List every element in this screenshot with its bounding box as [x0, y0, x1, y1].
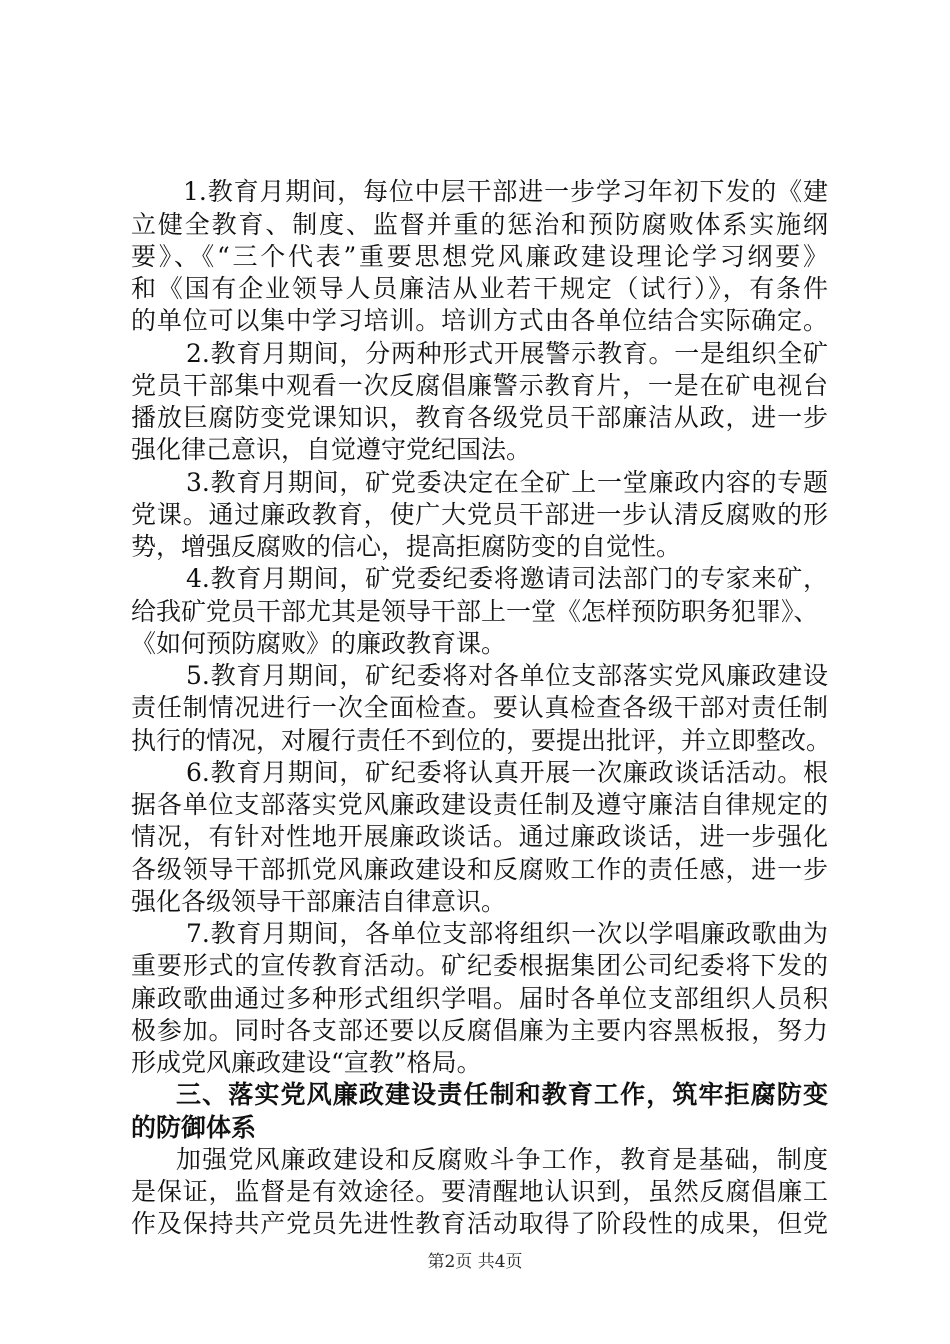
paragraph-7-line-2: 重要形式的宣传教育活动。矿纪委根据集团公司纪委将下发的: [131, 951, 828, 980]
section-heading-line-1: 三、落实党风廉政建设责任制和教育工作，筑牢拒腐防变: [176, 1080, 828, 1109]
paragraph-7-line-1: 7.教育月期间，各单位支部将组织一次以学唱廉政歌曲为: [186, 919, 828, 948]
paragraph-4-line-3: 《如何预防腐败》的廉政教育课。: [131, 629, 507, 658]
section-heading-line-2: 的防御体系: [131, 1113, 257, 1142]
paragraph-7-line-4: 极参加。同时各支部还要以反腐倡廉为主要内容黑板报，努力: [131, 1016, 828, 1045]
paragraph-1-line-4: 和《国有企业领导人员廉洁从业若干规定（试行）》，有条件: [131, 274, 828, 303]
paragraph-2-line-1: 2.教育月期间，分两种形式开展警示教育。一是组织全矿: [186, 339, 828, 368]
paragraph-6-line-5: 强化各级领导干部廉洁自律意识。: [131, 887, 507, 916]
paragraph-1-line-2: 立健全教育、制度、监督并重的惩治和预防腐败体系实施纲: [131, 210, 828, 239]
paragraph-1-line-5: 的单位可以集中学习培训。培训方式由各单位结合实际确定。: [131, 306, 828, 335]
paragraph-6-line-1: 6.教育月期间，矿纪委将认真开展一次廉政谈话活动。根: [186, 758, 828, 787]
paragraph-2-line-3: 播放巨腐防变党课知识，教育各级党员干部廉洁从政，进一步: [131, 403, 828, 432]
paragraph-1-line-1: 1.教育月期间，每位中层干部进一步学习年初下发的《建: [183, 177, 828, 206]
paragraph-5-line-1: 5.教育月期间，矿纪委将对各单位支部落实党风廉政建设: [186, 661, 828, 690]
paragraph-6-line-3: 情况，有针对性地开展廉政谈话。通过廉政谈话，进一步强化: [131, 822, 828, 851]
paragraph-3-line-3: 势，增强反腐败的信心，提高拒腐防变的自觉性。: [131, 532, 682, 561]
paragraph-7-line-3: 廉政歌曲通过多种形式组织学唱。届时各单位支部组织人员积: [131, 984, 828, 1013]
paragraph-8-line-3: 作及保持共产党员先进性教育活动取得了阶段性的成果，但党: [131, 1209, 828, 1238]
paragraph-3-line-1: 3.教育月期间，矿党委决定在全矿上一堂廉政内容的专题: [186, 468, 828, 497]
paragraph-6-line-4: 各级领导干部抓党风廉政建设和反腐败工作的责任感，进一步: [131, 855, 828, 884]
page-number-footer: 第2页 共4页: [427, 1252, 523, 1272]
paragraph-4-line-2: 给我矿党员干部尤其是领导干部上一堂《怎样预防职务犯罪》、: [131, 597, 819, 626]
paragraph-8-line-2: 是保证，监督是有效途径。要清醒地认识到，虽然反腐倡廉工: [131, 1177, 828, 1206]
paragraph-1-line-3: 要》、《“三个代表”重要思想党风廉政建设理论学习纲要》: [131, 242, 828, 271]
paragraph-5-line-2: 责任制情况进行一次全面检查。要认真检查各级干部对责任制: [131, 693, 828, 722]
paragraph-5-line-3: 执行的情况，对履行责任不到位的，要提出批评，并立即整改。: [131, 726, 832, 755]
paragraph-4-line-1: 4.教育月期间，矿党委纪委将邀请司法部门的专家来矿，: [186, 564, 828, 593]
paragraph-2-line-2: 党员干部集中观看一次反腐倡廉警示教育片，一是在矿电视台: [131, 371, 828, 400]
paragraph-8-line-1: 加强党风廉政建设和反腐败斗争工作，教育是基础，制度: [176, 1145, 828, 1174]
paragraph-7-line-5: 形成党风廉政建设“宣教”格局。: [131, 1048, 482, 1077]
paragraph-6-line-2: 据各单位支部落实党风廉政建设责任制及遵守廉洁自律规定的: [131, 790, 828, 819]
paragraph-3-line-2: 党课。通过廉政教育，使广大党员干部进一步认清反腐败的形: [131, 500, 828, 529]
paragraph-2-line-4: 强化律己意识，自觉遵守党纪国法。: [131, 435, 532, 464]
